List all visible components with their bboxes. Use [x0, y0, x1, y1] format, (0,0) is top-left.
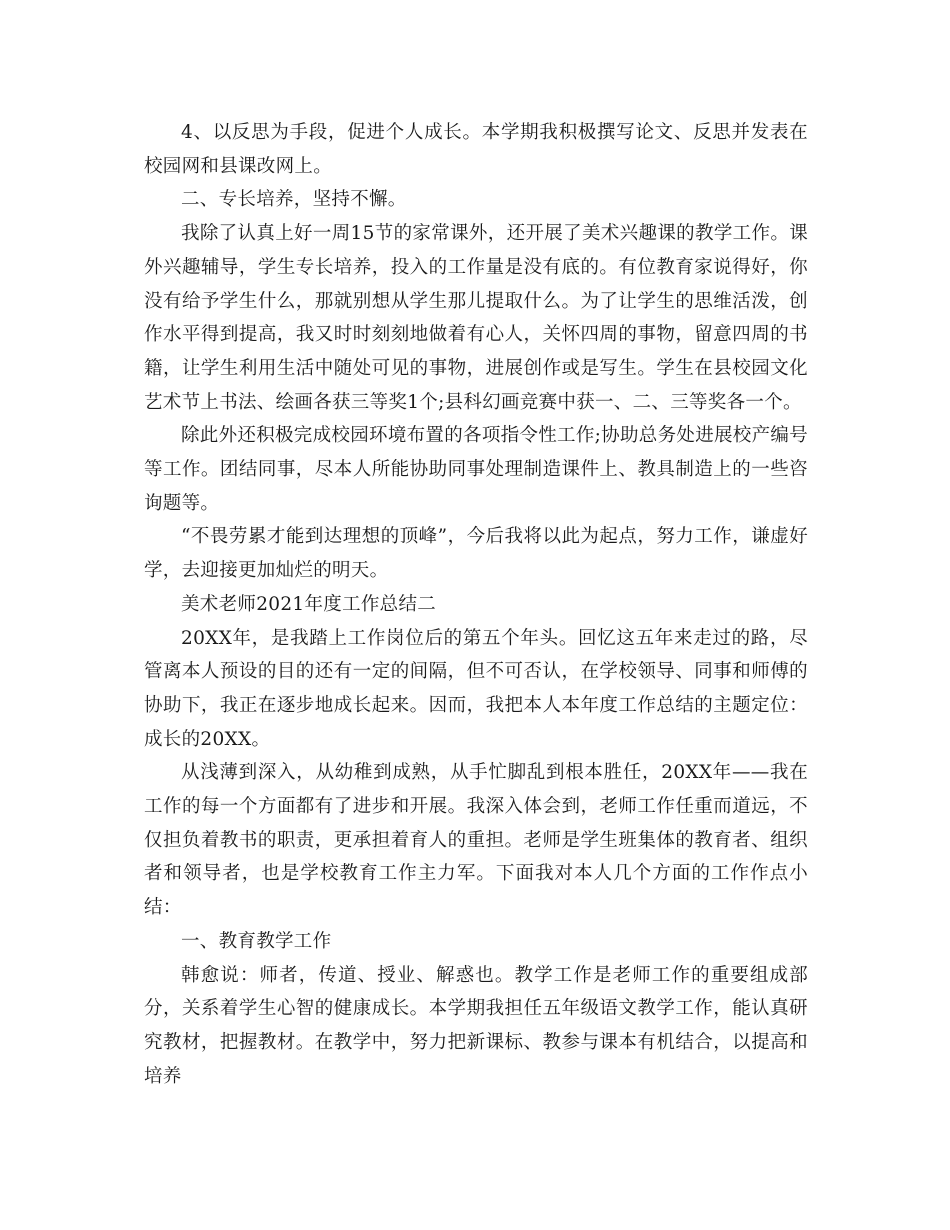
paragraph-reflection-growth: 4、以反思为手段，促进个人成长。本学期我积极撰写论文、反思并发表在校园网和县课改网上。	[144, 122, 808, 177]
paragraph-art-interest-class: 我除了认真上好一周15节的家常课外，还开展了美术兴趣课的教学工作。课外兴趣辅导，学生专长培养，投入的工作量是没有底的。有位教育家说得好，你没有给予学生什么，那就别想从学生那儿提取什么。为了让学生的思维活泼，创作水平得到提高，我又时时刻刻地做着有心人，关怀四周的事物，留意四周的书籍，让学生利用生活中随处可见的事物，进展创作或是写生。学生在县校园文化艺术节上书法、绘画各获三等奖1个;县科幻画竞赛中获一、二、三等奖各一个。	[144, 223, 808, 413]
section-heading-specialty-training: 二、专长培养，坚持不懈。	[181, 189, 407, 211]
document-body	[144, 116, 808, 1093]
paragraph-fifth-year: 20XX年，是我踏上工作岗位后的第五个年头。回忆这五年来走过的路，尽管离本人预设的目的还有一定的间隔，但不可否认，在学校领导、同事和师傅的协助下，我正在逐步地成长起来。因而，我把本人本年度工作总结的主题定位：成长的20XX。	[144, 627, 808, 750]
paragraph-campus-work: 除此外还积极完成校园环境布置的各项指令性工作;协助总务处进展校产编号等工作。团结同事，尽本人所能协助同事处理制造课件上、教具制造上的一些咨询题等。	[144, 425, 808, 514]
section-heading-teaching-work: 一、教育教学工作	[181, 930, 332, 952]
document-subtitle: 美术老师2021年度工作总结二	[181, 593, 437, 615]
paragraph-progress: 从浅薄到深入，从幼稚到成熟，从手忙脚乱到根本胜任，20XX年——我在工作的每一个方面都有了进步和开展。我深入体会到，老师工作任重而道远，不仅担负着教书的职责，更承担着育人的重担。老师是学生班集体的教育者、组织者和领导者，也是学校教育工作主力军。下面我对本人几个方面的工作作点小结：	[144, 762, 808, 919]
paragraph-closing-quote: “不畏劳累才能到达理想的顶峰”，今后我将以此为起点，努力工作，谦虚好学，去迎接更加灿烂的明天。	[144, 526, 808, 582]
paragraph-han-yu: 韩愈说：师者，传道、授业、解惑也。教学工作是老师工作的重要组成部分，关系着学生心智的健康成长。本学期我担任五年级语文教学工作，能认真研究教材，把握教材。在教学中，努力把新课标、教参与课本有机结合，以提高和培养	[144, 964, 808, 1087]
